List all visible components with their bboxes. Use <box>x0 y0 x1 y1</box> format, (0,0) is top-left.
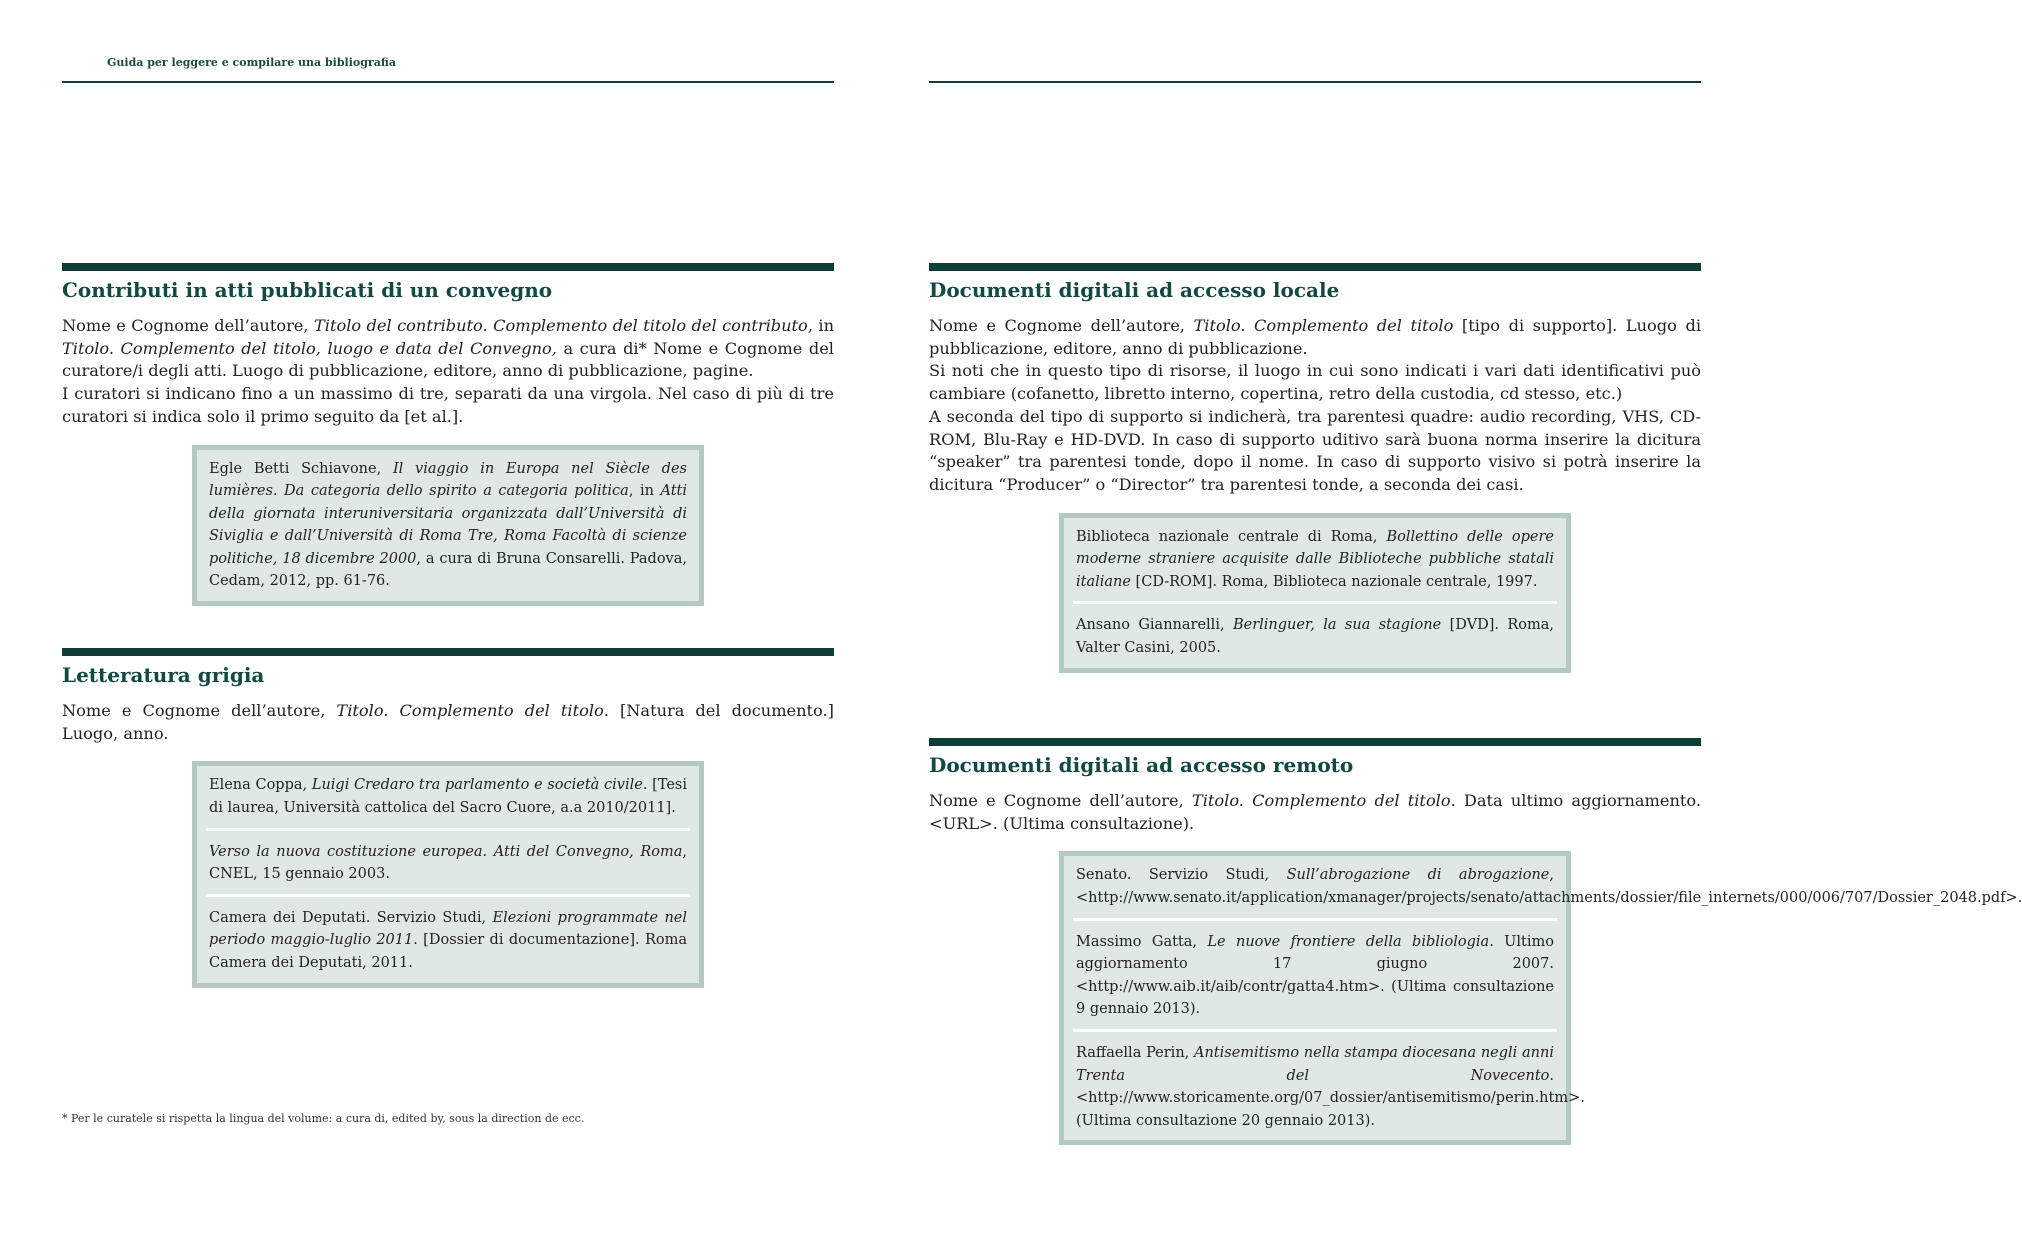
section-title: Letteratura grigia <box>62 663 265 687</box>
header-rule <box>929 81 1701 83</box>
italic-text: Il viaggio in Europa nel Siècle des lumières. Da categoria dello spirito a categoria politica <box>209 460 687 500</box>
italic-text: Bollettino delle opere moderne straniere acquisite dalle Biblioteche pubbliche statali italiane <box>1076 528 1554 590</box>
example-box <box>192 761 704 987</box>
italic-text: Titolo del contributo. Complemento del titolo del contributo <box>313 316 808 335</box>
right-page <box>929 0 2022 1240</box>
italic-text: Berlinguer, la sua stagione <box>1232 617 1442 634</box>
italic-text: Atti della giornata interuniversitaria organizzata dall’Università di Siviglia e dall’Università di Roma Tre, Roma Facoltà di scienze politiche, 18 dicembre 2000 <box>209 483 687 567</box>
text: , in <box>628 483 661 500</box>
text: [tipo di supporto]. Luogo di pubblicazione, editore, anno di pubblicazione. <box>929 316 1702 358</box>
paragraph <box>929 360 1701 405</box>
section-title: Documenti digitali ad accesso locale <box>929 278 1340 302</box>
bibliography-example <box>209 774 687 819</box>
section-title: Documenti digitali ad accesso remoto <box>929 753 1354 777</box>
text: [DVD]. Roma, Valter Casini, 2005. <box>1076 617 1555 656</box>
paragraph <box>62 315 834 383</box>
section-documenti-remoto <box>929 738 2022 1145</box>
italic-text: Le nuove frontiere della bibliologia <box>1207 933 1490 950</box>
left-page <box>62 0 834 1240</box>
section-atti-convegno <box>62 263 834 606</box>
text: Nome e Cognome dell’autore, <box>929 791 1192 810</box>
bibliography-example <box>209 458 687 594</box>
section-documenti-locale <box>929 263 1701 673</box>
italic-text: Titolo. Complemento del titolo <box>1191 791 1451 810</box>
text: a cura di* Nome e Cognome del curatore/i degli atti. Luogo di pubblicazione, editore, anno di pubblicazione, pagine. <box>62 338 834 381</box>
section-bar <box>929 263 1701 271</box>
section-letteratura-grigia <box>62 648 834 988</box>
text: Senato. Servizio Studi, <box>1076 867 1287 884</box>
italic-text: Titolo. Complemento del titolo, luogo e data del Convegno, <box>62 338 557 358</box>
section-body <box>62 700 834 745</box>
italic-text: Titolo. Complemento del titolo <box>336 701 604 720</box>
text: [CD-ROM]. Roma, Biblioteca nazionale centrale, 1997. <box>1130 573 1538 590</box>
text: . Data ultimo aggiornamento. <URL>. (Ultima consultazione). <box>929 791 1701 833</box>
example-box <box>192 445 704 607</box>
section-bar <box>62 263 834 271</box>
text: I curatori si indicano fino a un massimo di tre, separati da una virgola. Nel caso di più di tre curatori si indica solo il primo seguito da [et al.]. <box>62 384 834 426</box>
section-bar <box>929 738 1701 746</box>
example-separator <box>206 894 690 897</box>
text: Si noti che in questo tipo di risorse, il luogo in cui sono indicati i vari dati identificativi può cambiare (cofanetto, libretto interno, copertina, retro della custodia, cd stesso, etc.) <box>929 361 1701 404</box>
text: Nome e Cognome dell’autore, <box>62 316 314 335</box>
section-title: Contributi in atti pubblicati di un convegno <box>62 278 553 302</box>
section-body <box>929 790 1701 835</box>
paragraph <box>929 406 1701 497</box>
text: Massimo Gatta, <box>1076 933 1208 950</box>
text: Ansano Giannarelli, <box>1076 617 1233 634</box>
section-bar <box>62 648 834 656</box>
bibliography-example <box>1076 864 2022 909</box>
text: Nome e Cognome dell’autore, <box>62 701 337 720</box>
bibliography-example <box>1076 1042 1585 1132</box>
running-header: Guida per leggere e compilare una bibliografia <box>107 56 396 69</box>
text: , a cura di Bruna Consarelli. Padova, Cedam, 2012, pp. 61-76. <box>209 550 688 590</box>
text: Raffaella Perin, <box>1076 1044 1194 1061</box>
paragraph <box>929 790 1701 835</box>
section-body <box>62 315 834 429</box>
text: A seconda del tipo di supporto si indicherà, tra parentesi quadre: audio recording, VHS, CD-ROM, Blu-Ray e HD-DVD. In caso di supporto uditivo sarà buona norma inserire la dicitura “speaker” tra parentesi tonde, dopo il nome. In caso di supporto visivo si potrà inserire la dicitura “Producer” o “Director” tra parentesi tonde, a seconda dei casi. <box>929 406 1701 494</box>
text: , CNEL, 15 gennaio 2003. <box>209 843 687 883</box>
example-box <box>1059 851 2022 1145</box>
text: Elena Coppa, <box>209 777 312 794</box>
example-separator <box>1073 601 1557 604</box>
paragraph <box>62 700 834 745</box>
text: . [Tesi di laurea, Università cattolica del Sacro Cuore, a.a 2010/2011]. <box>209 777 687 816</box>
italic-text: Sull’abrogazione di abrogazione <box>1286 867 1550 884</box>
example-separator <box>206 828 690 831</box>
italic-text: Titolo. Complemento del titolo <box>1193 316 1454 335</box>
text: Camera dei Deputati. Servizio Studi, <box>209 909 493 926</box>
paragraph <box>929 315 1701 360</box>
text: , in <box>807 316 834 335</box>
text: . [Natura del documento.] Luogo, anno. <box>62 701 834 743</box>
italic-text: Elezioni programmate nel periodo maggio-luglio 2011 <box>209 909 687 949</box>
text: . [Dossier di documentazione]. Roma Camera dei Deputati, 2011. <box>209 932 687 971</box>
text: . Ultimo aggiornamento 17 giugno 2007. <http://www.aib.it/aib/contr/gatta4.htm>. (Ultima consultazione 9 gennaio 2013). <box>1076 933 1554 1018</box>
example-separator <box>1073 1029 1557 1032</box>
text: Biblioteca nazionale centrale di Roma, <box>1076 528 1387 545</box>
italic-text: Antisemitismo nella stampa diocesana negli anni Trenta del Novecento <box>1076 1044 1554 1084</box>
example-separator <box>1073 918 1557 921</box>
footnote: * Per le curatele si rispetta la lingua del volume: a cura di, edited by, sous la direction de ecc. <box>62 1112 585 1125</box>
bibliography-example <box>1076 526 1554 594</box>
text: Egle Betti Schiavone, <box>209 460 393 477</box>
header-rule <box>62 81 834 83</box>
bibliography-example <box>1076 931 1554 1021</box>
text: Nome e Cognome dell’autore, <box>929 316 1194 335</box>
example-box <box>1059 513 1571 673</box>
bibliography-example <box>209 907 687 975</box>
paragraph <box>62 383 834 428</box>
bibliography-example <box>1076 614 1554 659</box>
text: , <http://www.senato.it/application/xmanager/projects/senato/attachments/dossier/file_internets/000/006/707/Dossier_2048.pdf>. <box>1076 867 2022 906</box>
italic-text: Luigi Credaro tra parlamento e società civile <box>311 777 643 794</box>
text: . <http://www.storicamente.org/07_dossier/antisemitismo/perin.htm>. (Ultima consultazione 20 gennaio 2013). <box>1076 1067 1585 1129</box>
italic-text: Verso la nuova costituzione europea. Atti del Convegno, Roma <box>209 843 683 860</box>
bibliography-example <box>209 841 687 886</box>
section-body <box>929 315 1701 497</box>
